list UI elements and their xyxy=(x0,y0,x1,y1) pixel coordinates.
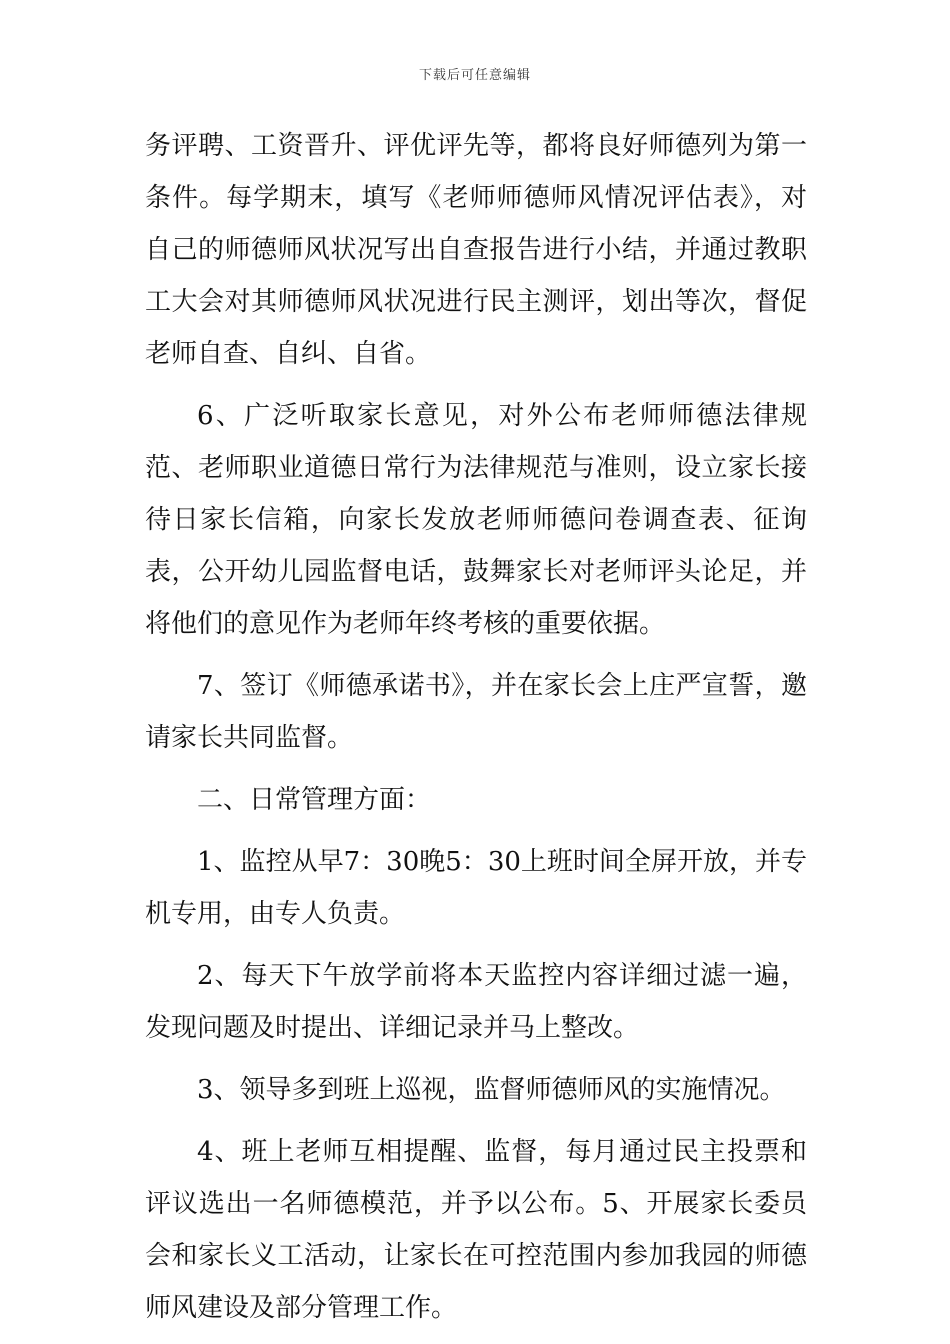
section-heading-daily-management: 二、日常管理方面： xyxy=(197,785,432,815)
page-header: 下载后可任意编辑 xyxy=(418,68,531,83)
paragraph-daily-item-1: 1、监控从早7：30晚5：30上班时间全屏开放，并专机专用，由专人负责。 xyxy=(145,847,807,929)
document-body xyxy=(145,120,807,1344)
paragraph-item-7: 7、签订《师德承诺书》，并在家长会上庄严宣誓，邀请家长共同监督。 xyxy=(145,671,807,753)
paragraph-daily-item-3: 3、领导多到班上巡视，监督师德师风的实施情况。 xyxy=(197,1075,786,1105)
paragraph-item-6: 6、广泛听取家长意见，对外公布老师师德法律规范、老师职业道德日常行为法律规范与准则，设立家长接待日家长信箱，向家长发放老师师德问卷调查表、征询表，公开幼儿园监督电话，鼓舞家长对老师评头论足，并将他们的意见作为老师年终考核的重要依据。 xyxy=(145,401,807,639)
paragraph-continuation: 务评聘、工资晋升、评优评先等，都将良好师德列为第一条件。每学期末，填写《老师师德师风情况评估表》，对自己的师德师风状况写出自查报告进行小结，并通过教职工大会对其师德师风状况进行民主测评，划出等次，督促老师自查、自纠、自省。 xyxy=(145,131,807,369)
paragraph-daily-item-4-5: 4、班上老师互相提醒、监督，每月通过民主投票和评议选出一名师德模范，并予以公布。5、开展家长委员会和家长义工活动，让家长在可控范围内参加我园的师德师风建设及部分管理工作。 xyxy=(145,1137,807,1323)
paragraph-daily-item-2: 2、每天下午放学前将本天监控内容详细过滤一遍，发现问题及时提出、详细记录并马上整改。 xyxy=(145,961,807,1043)
